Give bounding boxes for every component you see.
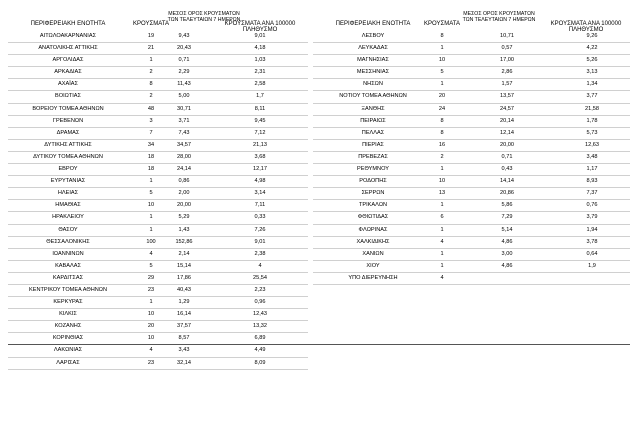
avg-cell: 2,14 <box>178 250 190 257</box>
table-row <box>8 91 308 103</box>
table-row <box>313 249 630 261</box>
avg-cell: 2,00 <box>178 190 190 197</box>
region-cell: ΧΙΟΥ <box>366 262 380 269</box>
cases-cell: 18 <box>147 166 155 173</box>
region-cell: ΑΡΚΑΔΙΑΣ <box>54 69 82 76</box>
per100k-cell: 12,63 <box>585 141 599 148</box>
per100k-cell: 3,78 <box>586 238 598 245</box>
avg-cell: 32,14 <box>177 359 191 366</box>
cases-cell: 34 <box>147 141 155 148</box>
per100k-cell: 7,12 <box>254 129 266 136</box>
per100k-cell: 7,11 <box>254 202 266 209</box>
cases-cell: 1 <box>440 45 444 52</box>
cases-cell: 1 <box>440 81 444 88</box>
cases-cell: 1 <box>149 178 153 185</box>
right-header-region: ΠΕΡΙΦΕΡΕΙΑΚΗ ΕΝΟΤΗΤΑ <box>335 21 411 27</box>
avg-cell: 34,57 <box>177 141 191 148</box>
cases-cell: 1 <box>440 166 444 173</box>
region-cell: ΔΥΤΙΚΟΥ ΤΟΜΕΑ ΑΘΗΝΩΝ <box>33 153 103 160</box>
table-row <box>313 116 630 128</box>
per100k-cell: 3,77 <box>586 93 598 100</box>
table-row <box>313 79 630 91</box>
region-cell: ΚΟΖΑΝΗΣ <box>54 323 82 330</box>
table-row <box>313 128 630 140</box>
region-cell: ΗΡΑΚΛΕΙΟΥ <box>52 214 84 221</box>
table-row <box>8 152 308 164</box>
avg-cell: 20,86 <box>500 190 514 197</box>
per100k-cell: 4 <box>258 262 262 269</box>
region-cell: ΕΒΡΟΥ <box>58 166 78 173</box>
cases-cell: 10 <box>147 202 155 209</box>
per100k-cell: 2,31 <box>254 69 266 76</box>
avg-cell: 13,57 <box>500 93 514 100</box>
region-cell: ΜΕΣΣΗΝΙΑΣ <box>356 69 390 76</box>
bottom-rule <box>8 344 630 345</box>
region-cell: ΣΕΡΡΩΝ <box>361 190 385 197</box>
region-cell: ΠΙΕΡΙΑΣ <box>362 141 384 148</box>
region-cell: ΘΑΣΟΥ <box>58 226 78 233</box>
region-cell: ΘΕΣΣΑΛΟΝΙΚΗΣ <box>46 238 90 245</box>
table-row <box>8 79 308 91</box>
cases-cell: 23 <box>147 286 155 293</box>
table-row <box>313 152 630 164</box>
avg-cell: 0,71 <box>178 57 190 64</box>
region-cell: ΚΟΡΙΝΘΙΑΣ <box>52 335 84 342</box>
avg-cell: 8,57 <box>178 335 190 342</box>
cases-cell: 7 <box>149 129 153 136</box>
cases-cell: 23 <box>147 359 155 366</box>
right-table <box>313 31 630 285</box>
per100k-cell: 0,33 <box>254 214 266 221</box>
per100k-cell: 1,03 <box>254 57 266 64</box>
cases-cell: 8 <box>149 81 153 88</box>
avg-cell: 30,71 <box>177 105 191 112</box>
cases-cell: 4 <box>440 274 444 281</box>
avg-cell: 12,14 <box>500 129 514 136</box>
avg-cell: 3,00 <box>501 250 513 257</box>
per100k-cell: 9,45 <box>254 117 266 124</box>
avg-cell: 17,86 <box>177 274 191 281</box>
per100k-cell: 25,54 <box>253 274 267 281</box>
avg-cell: 4,86 <box>501 262 513 269</box>
avg-cell: 0,43 <box>501 166 513 173</box>
table-row <box>313 67 630 79</box>
per100k-cell: 7,37 <box>586 190 598 197</box>
region-cell: ΡΟΔΟΠΗΣ <box>359 178 387 185</box>
per100k-cell: 0,96 <box>254 299 266 306</box>
avg-cell: 1,29 <box>178 299 190 306</box>
per100k-cell <box>562 273 622 284</box>
cases-cell: 2 <box>149 69 153 76</box>
avg-cell: 16,14 <box>177 311 191 318</box>
per100k-cell: 9,01 <box>254 33 266 39</box>
per100k-cell: 9,01 <box>254 238 266 245</box>
avg-cell: 20,14 <box>500 117 514 124</box>
region-cell: ΓΡΕΒΕΝΩΝ <box>52 117 84 124</box>
table-row <box>8 200 308 212</box>
region-cell: ΗΛΕΙΑΣ <box>57 190 79 197</box>
region-cell: ΕΥΡΥΤΑΝΙΑΣ <box>50 178 86 185</box>
per100k-cell: 3,14 <box>254 190 266 197</box>
left-header-region: ΠΕΡΙΦΕΡΕΙΑΚΗ ΕΝΟΤΗΤΑ <box>30 21 106 27</box>
table-row <box>313 91 630 103</box>
region-cell: ΚΕΝΤΡΙΚΟΥ ΤΟΜΕΑ ΑΘΗΝΩΝ <box>28 286 107 293</box>
avg-cell: 14,14 <box>500 178 514 185</box>
table-row <box>8 55 308 67</box>
table-row <box>8 104 308 116</box>
avg-cell: 3,71 <box>178 117 190 124</box>
table-row <box>8 188 308 200</box>
cases-cell: 13 <box>438 190 446 197</box>
table-row <box>8 273 308 285</box>
table-row <box>313 176 630 188</box>
region-cell: ΧΑΝΙΩΝ <box>362 250 384 257</box>
cases-cell: 24 <box>438 105 446 112</box>
avg-cell: 17,00 <box>500 57 514 64</box>
avg-cell: 20,00 <box>177 202 191 209</box>
avg-cell: 0,57 <box>501 45 513 52</box>
cases-cell: 4 <box>440 238 444 245</box>
per100k-cell: 2,58 <box>254 81 266 88</box>
cases-cell: 8 <box>440 33 444 39</box>
region-cell: ΛΑΚΩΝΙΑΣ <box>53 347 83 354</box>
table-row <box>313 273 630 285</box>
table-row <box>8 261 308 273</box>
per100k-cell: 4,49 <box>254 347 266 354</box>
avg-cell: 7,29 <box>501 214 513 221</box>
per100k-cell: 4,22 <box>586 45 598 52</box>
table-row <box>313 31 630 43</box>
per100k-cell: 6,89 <box>254 335 266 342</box>
cases-cell: 1 <box>440 226 444 233</box>
region-cell: ΠΡΕΒΕΖΑΣ <box>358 153 388 160</box>
table-row <box>313 237 630 249</box>
avg-cell: 28,00 <box>177 153 191 160</box>
cases-cell: 20 <box>147 323 155 330</box>
region-cell: ΛΕΥΚΑΔΑΣ <box>358 45 388 52</box>
per100k-cell: 1,34 <box>586 81 598 88</box>
region-cell: ΗΜΑΘΙΑΣ <box>55 202 81 209</box>
table-row <box>8 128 308 140</box>
table-row <box>8 43 308 55</box>
region-cell: ΔΡΑΜΑΣ <box>56 129 80 136</box>
table-row <box>313 261 630 273</box>
avg-cell: 9,43 <box>178 33 190 39</box>
per100k-cell: 21,58 <box>585 105 599 112</box>
table-row <box>8 309 308 321</box>
region-cell: ΒΟΙΩΤΙΑΣ <box>55 93 81 100</box>
cases-cell: 1 <box>149 226 153 233</box>
region-cell: ΚΑΡΔΙΤΣΑΣ <box>52 274 84 281</box>
cases-cell: 1 <box>440 262 444 269</box>
cases-cell: 10 <box>147 335 155 342</box>
avg-cell: 11,43 <box>177 81 191 88</box>
per100k-cell: 8,09 <box>254 359 266 366</box>
per100k-cell: 8,11 <box>254 105 266 112</box>
region-cell: ΞΑΝΘΗΣ <box>361 105 385 112</box>
table-row <box>8 321 308 333</box>
per100k-cell: 2,38 <box>254 250 266 257</box>
table-row <box>313 104 630 116</box>
region-cell: ΛΕΣΒΟΥ <box>361 33 385 39</box>
region-cell: ΦΛΩΡΙΝΑΣ <box>358 226 388 233</box>
region-cell: ΔΥΤΙΚΗΣ ΑΤΤΙΚΗΣ <box>44 141 92 148</box>
avg-cell: 7,43 <box>178 129 190 136</box>
per100k-cell: 3,13 <box>586 69 598 76</box>
avg-cell: 20,43 <box>177 45 191 52</box>
cases-cell: 4 <box>149 250 153 257</box>
per100k-cell: 4,18 <box>254 45 266 52</box>
region-cell: ΛΑΡΙΣΑΣ <box>56 359 80 366</box>
per100k-cell: 0,64 <box>586 250 598 257</box>
table-row <box>8 116 308 128</box>
per100k-cell: 5,73 <box>586 129 598 136</box>
cases-cell: 10 <box>438 57 446 64</box>
table-row <box>8 237 308 249</box>
table-row <box>313 212 630 224</box>
region-cell: ΠΕΙΡΑΙΩΣ <box>360 117 386 124</box>
per100k-cell: 9,26 <box>586 33 598 39</box>
per100k-cell: 0,76 <box>586 202 598 209</box>
table-row <box>8 164 308 176</box>
avg-cell: 24,57 <box>500 105 514 112</box>
per100k-cell: 1,78 <box>586 117 598 124</box>
cases-cell: 8 <box>440 117 444 124</box>
avg-cell: 5,14 <box>501 226 513 233</box>
region-cell: ΙΩΑΝΝΙΝΩΝ <box>52 250 84 257</box>
cases-cell: 1 <box>149 214 153 221</box>
cases-cell: 5 <box>149 262 153 269</box>
per100k-cell: 21,13 <box>253 141 267 148</box>
region-cell: ΚΙΛΚΙΣ <box>59 311 77 318</box>
avg-cell: 2,86 <box>501 69 513 76</box>
avg-cell: 37,57 <box>177 323 191 330</box>
per100k-cell: 4,98 <box>254 178 266 185</box>
cases-cell: 2 <box>149 93 153 100</box>
table-row <box>313 140 630 152</box>
per100k-cell: 1,9 <box>588 262 596 269</box>
table-row <box>8 297 308 309</box>
avg-cell: 40,43 <box>177 286 191 293</box>
avg-cell: 3,43 <box>178 347 190 354</box>
avg-cell: 10,71 <box>500 33 514 39</box>
table-row <box>313 55 630 67</box>
table-row <box>8 358 308 370</box>
per100k-cell: 7,26 <box>254 226 266 233</box>
left-header-per100k: ΚΡΟΥΣΜΑΤΑ ΑΝΑ 100000 ΠΛΗΘΥΣΜΟ <box>224 21 296 33</box>
per100k-cell: 8,93 <box>586 178 598 185</box>
cases-cell: 16 <box>438 141 446 148</box>
per100k-cell: 2,23 <box>254 286 266 293</box>
region-cell: ΡΕΘΥΜΝΟΥ <box>357 166 389 173</box>
region-cell: ΚΕΡΚΥΡΑΣ <box>53 299 83 306</box>
avg-cell: 20,00 <box>500 141 514 148</box>
avg-cell: 2,29 <box>178 69 190 76</box>
cases-cell: 29 <box>147 274 155 281</box>
table-row <box>8 67 308 79</box>
table-row <box>313 200 630 212</box>
cases-cell: 1 <box>149 57 153 64</box>
region-cell: ΝΟΤΙΟΥ ΤΟΜΕΑ ΑΘΗΝΩΝ <box>339 93 407 100</box>
table-row <box>313 43 630 55</box>
region-cell: ΤΡΙΚΑΛΩΝ <box>358 202 388 209</box>
region-cell: ΒΟΡΕΙΟΥ ΤΟΜΕΑ ΑΘΗΝΩΝ <box>32 105 104 112</box>
table-row <box>8 31 308 43</box>
avg-cell: 0,71 <box>501 153 513 160</box>
region-cell: ΝΗΣΩΝ <box>363 81 383 88</box>
cases-cell: 1 <box>440 250 444 257</box>
left-table <box>8 31 308 370</box>
cases-cell: 100 <box>146 238 156 245</box>
table-row <box>313 188 630 200</box>
table-row <box>8 176 308 188</box>
per100k-cell: 3,79 <box>586 214 598 221</box>
table-row <box>8 345 308 357</box>
avg-cell: 1,57 <box>501 81 513 88</box>
avg-cell: 1,43 <box>178 226 190 233</box>
right-header-per100k: ΚΡΟΥΣΜΑΤΑ ΑΝΑ 100000 ΠΛΗΘΥΣΜΟ <box>550 21 622 33</box>
table-row <box>313 164 630 176</box>
table-row <box>8 285 308 297</box>
table-row <box>8 212 308 224</box>
region-cell: ΚΑΒΑΛΑΣ <box>55 262 81 269</box>
avg-cell: 5,29 <box>178 214 190 221</box>
per100k-cell: 13,32 <box>253 323 267 330</box>
per100k-cell: 3,48 <box>586 153 598 160</box>
cases-cell: 20 <box>438 93 446 100</box>
avg-cell <box>477 273 537 284</box>
per100k-cell: 1,94 <box>586 226 598 233</box>
cases-cell: 1 <box>149 299 153 306</box>
right-header-avg: ΜΕΣΟΣ ΟΡΟΣ ΚΡΟΥΣΜΑΤΩΝ ΤΩΝ ΤΕΛΕΥΤΑΙΩΝ 7 ΗΜΕΡΩΝ <box>462 11 536 23</box>
per100k-cell: 12,17 <box>253 166 267 173</box>
avg-cell: 15,14 <box>177 262 191 269</box>
region-cell: ΑΙΤΩΛΟΑΚΑΡΝΑΝΙΑΣ <box>39 33 97 39</box>
table-row <box>8 249 308 261</box>
avg-cell: 152,86 <box>175 238 193 245</box>
avg-cell: 24,14 <box>177 166 191 173</box>
table-row <box>313 225 630 237</box>
region-cell: ΑΧΑΪΑΣ <box>58 81 78 88</box>
avg-cell: 5,00 <box>178 93 190 100</box>
region-cell: ΠΕΛΛΑΣ <box>361 129 385 136</box>
avg-cell: 0,86 <box>178 178 190 185</box>
cases-cell: 2 <box>440 153 444 160</box>
cases-cell: 19 <box>147 33 155 39</box>
region-cell: ΧΑΛΚΙΔΙΚΗΣ <box>356 238 390 245</box>
cases-cell: 8 <box>440 129 444 136</box>
right-header-cases: ΚΡΟΥΣΜΑΤΑ <box>424 21 460 27</box>
cases-cell: 5 <box>440 69 444 76</box>
cases-cell: 48 <box>147 105 155 112</box>
per100k-cell: 3,68 <box>254 153 266 160</box>
region-cell: ΑΝΑΤΟΛΙΚΗΣ ΑΤΤΙΚΗΣ <box>38 45 98 52</box>
region-cell: ΦΘΙΩΤΙΔΑΣ <box>357 214 389 221</box>
left-header-avg: ΜΕΣΟΣ ΟΡΟΣ ΚΡΟΥΣΜΑΤΩΝ ΤΩΝ ΤΕΛΕΥΤΑΙΩΝ 7 ΗΜΕΡΩΝ <box>167 11 241 23</box>
cases-cell: 4 <box>149 347 153 354</box>
cases-cell: 3 <box>149 117 153 124</box>
avg-cell: 5,86 <box>501 202 513 209</box>
table-row <box>8 225 308 237</box>
per100k-cell: 1,17 <box>586 166 598 173</box>
cases-cell: 18 <box>147 153 155 160</box>
cases-cell: 21 <box>147 45 155 52</box>
region-cell: ΑΡΓΟΛΙΔΑΣ <box>52 57 84 64</box>
region-cell: ΜΑΓΝΗΣΙΑΣ <box>357 57 389 64</box>
cases-cell: 10 <box>147 311 155 318</box>
table-row <box>8 140 308 152</box>
per100k-cell: 1,7 <box>256 93 264 100</box>
region-cell: ΥΠΟ ΔΙΕΡΕΥΝΗΣΗ <box>348 274 398 281</box>
per100k-cell: 12,43 <box>253 311 267 318</box>
cases-cell: 6 <box>440 214 444 221</box>
cases-cell: 1 <box>440 202 444 209</box>
cases-cell: 5 <box>149 190 153 197</box>
cases-cell: 10 <box>438 178 446 185</box>
per100k-cell: 5,26 <box>586 57 598 64</box>
avg-cell: 4,86 <box>501 238 513 245</box>
left-header-cases: ΚΡΟΥΣΜΑΤΑ <box>133 21 169 27</box>
